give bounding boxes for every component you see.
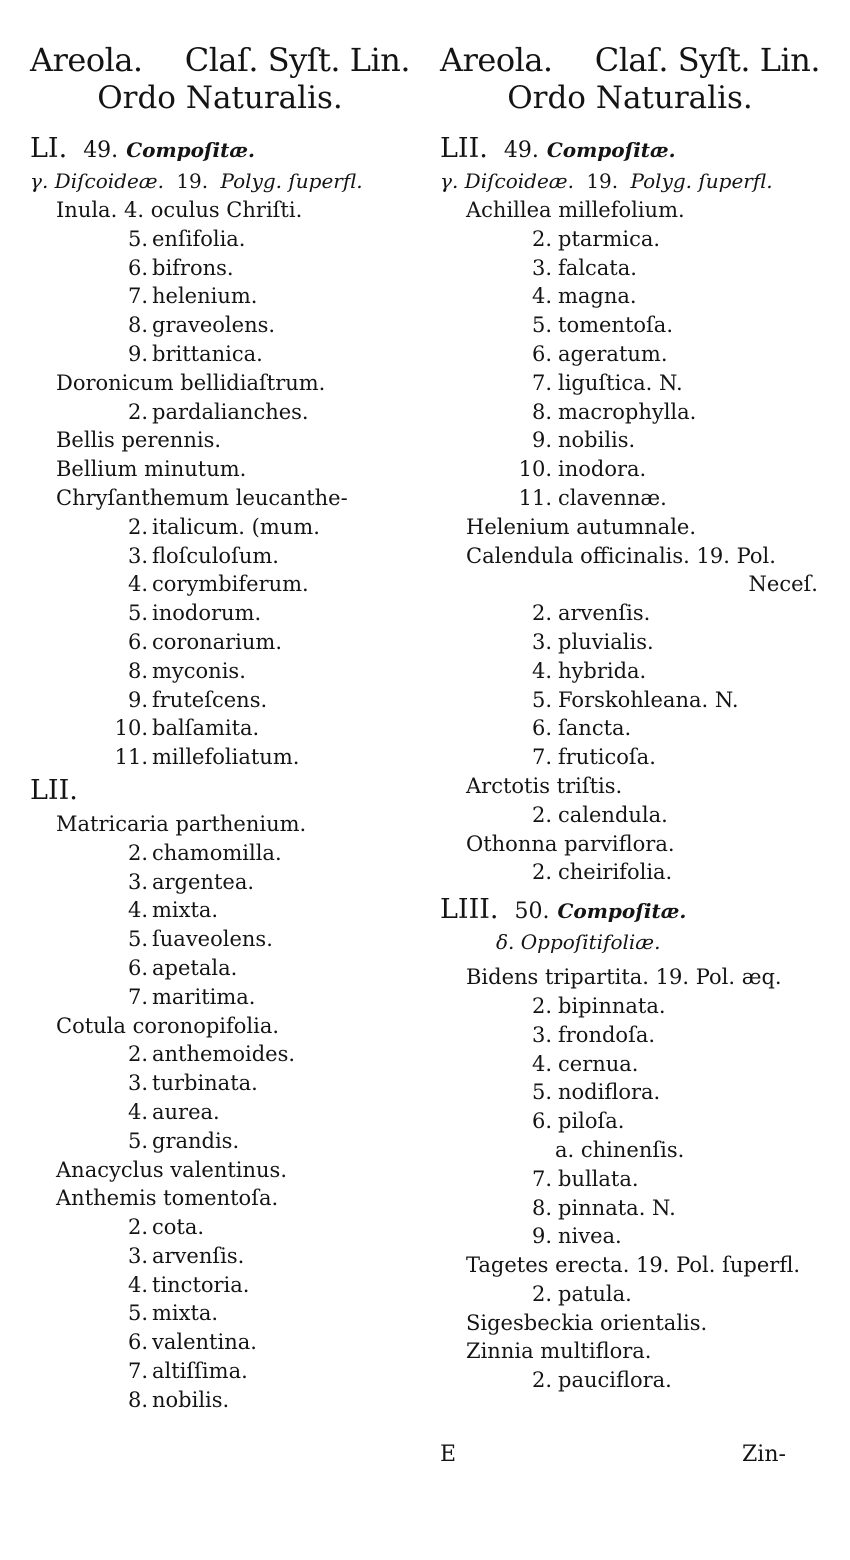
species-entry bbox=[440, 801, 840, 830]
species-entry bbox=[440, 254, 840, 283]
species-entry bbox=[440, 599, 840, 628]
subsection-name: Diſcoideæ. bbox=[464, 169, 574, 193]
species-name: cota. bbox=[152, 1215, 205, 1240]
species-entry bbox=[440, 398, 840, 427]
species-number: 3. bbox=[127, 1243, 148, 1268]
genus-entry: Sigesbeckia orientalis. bbox=[466, 1310, 708, 1335]
variety-entry bbox=[440, 1136, 840, 1165]
left-column bbox=[30, 40, 430, 1415]
species-number: 6. bbox=[127, 629, 148, 654]
species-number: 2. bbox=[531, 993, 552, 1018]
species-number: 5. bbox=[531, 1080, 552, 1105]
species-entry bbox=[440, 1222, 840, 1251]
species-entry bbox=[440, 426, 840, 455]
species-number: 4. bbox=[123, 198, 144, 222]
species-name: bipinnata. bbox=[558, 993, 666, 1018]
species-name: nobilis. bbox=[152, 1387, 230, 1412]
subsection-heading bbox=[440, 927, 840, 957]
header-areola: Areola. bbox=[440, 41, 553, 79]
species-number: 2. bbox=[531, 802, 552, 827]
species-number: 6. bbox=[531, 341, 552, 366]
species-number: 2. bbox=[531, 1368, 552, 1393]
species-number: 5. bbox=[127, 927, 148, 952]
species-number: 2. bbox=[127, 514, 148, 539]
species-name: maritima. bbox=[152, 984, 256, 1009]
species-number: 7. bbox=[531, 745, 552, 770]
species-name: bullata. bbox=[558, 1166, 639, 1191]
species-entry bbox=[30, 657, 430, 686]
species-name: millefoliatum. bbox=[152, 745, 300, 770]
species-entry bbox=[440, 657, 840, 686]
species-number: 4. bbox=[127, 1099, 148, 1124]
right-column bbox=[440, 40, 840, 1395]
species-entry bbox=[440, 743, 840, 772]
species-name: valentina. bbox=[152, 1330, 257, 1355]
species-number: 7. bbox=[127, 284, 148, 309]
subsection-letter: γ. bbox=[440, 169, 459, 193]
species-number: 7. bbox=[531, 1166, 552, 1191]
species-number: 4. bbox=[531, 284, 552, 309]
section-heading: LII. bbox=[30, 774, 78, 806]
species-number: 8. bbox=[127, 313, 148, 338]
species-entry bbox=[440, 1050, 840, 1079]
species-entry bbox=[440, 455, 840, 484]
species-name: aurea. bbox=[152, 1099, 220, 1124]
species-name: coronarium. bbox=[152, 629, 282, 654]
genus-entry: Anacyclus valentinus. bbox=[56, 1157, 287, 1182]
species-name: ſancta. bbox=[558, 716, 632, 741]
species-name: hybrida. bbox=[558, 658, 647, 683]
species-entry bbox=[440, 1078, 840, 1107]
genus-entry: Chryſanthemum leucanthe- bbox=[56, 485, 348, 510]
species-number: 6. bbox=[127, 955, 148, 980]
subsection-heading bbox=[440, 166, 840, 196]
species-name: myconis. bbox=[152, 658, 246, 683]
species-list bbox=[440, 1366, 840, 1395]
species-number: 10. bbox=[114, 716, 148, 741]
species-list bbox=[30, 1040, 430, 1155]
species-number: 8. bbox=[531, 399, 552, 424]
species-name: mixta. bbox=[152, 898, 219, 923]
species-name: altiſſima. bbox=[152, 1359, 248, 1384]
species-entry bbox=[30, 983, 430, 1012]
species-number: 9. bbox=[127, 687, 148, 712]
genus-entry: Tagetes erecta. 19. Pol. ſuperfl. bbox=[466, 1253, 801, 1278]
species-name: cernua. bbox=[558, 1051, 639, 1076]
species-entry bbox=[30, 1040, 430, 1069]
species-name: inodorum. bbox=[152, 601, 262, 626]
species-entry bbox=[440, 484, 840, 513]
class-number: 19. bbox=[586, 169, 619, 193]
genus-entry: Bidens tripartita. 19. Pol. æq. bbox=[466, 965, 782, 990]
species-number: 3. bbox=[531, 255, 552, 280]
species-list bbox=[440, 801, 840, 830]
species-name: falcata. bbox=[558, 255, 637, 280]
species-number: 2. bbox=[531, 860, 552, 885]
species-number: 5. bbox=[127, 1301, 148, 1326]
class-name: Polyg. ſuperfl. bbox=[220, 169, 363, 193]
species-number: 3. bbox=[127, 869, 148, 894]
species-number: 10. bbox=[518, 457, 552, 482]
section-heading bbox=[440, 130, 840, 170]
species-number: 3. bbox=[531, 1022, 552, 1047]
species-number: 2. bbox=[531, 226, 552, 251]
species-name: liguſtica. N. bbox=[558, 370, 683, 395]
species-name: nobilis. bbox=[558, 428, 636, 453]
subsection-name: Diſcoideæ. bbox=[54, 169, 164, 193]
species-name: patula. bbox=[558, 1281, 632, 1306]
species-entry bbox=[30, 1299, 430, 1328]
genus-entry: Anthemis tomentoſa. bbox=[56, 1186, 279, 1211]
class-number: 19. bbox=[176, 169, 209, 193]
species-entry bbox=[30, 513, 430, 542]
species-number: 11. bbox=[114, 745, 148, 770]
species-name: pardalianches. bbox=[152, 399, 309, 424]
species-entry bbox=[30, 896, 430, 925]
species-number: 5. bbox=[127, 601, 148, 626]
genus-entry: Bellium minutum. bbox=[56, 457, 247, 482]
order-number: 49. bbox=[83, 138, 119, 163]
species-entry bbox=[30, 340, 430, 369]
genus-entry: Achillea millefolium. bbox=[466, 198, 685, 222]
species-name: helenium. bbox=[152, 284, 258, 309]
species-entry bbox=[30, 599, 430, 628]
species-entry bbox=[30, 570, 430, 599]
species-entry bbox=[30, 925, 430, 954]
species-entry bbox=[30, 628, 430, 657]
species-number: 8. bbox=[531, 1195, 552, 1220]
species-list bbox=[440, 599, 840, 772]
continuation-text: Neceſ. bbox=[748, 572, 818, 597]
genus-entry: Cotula coronopifolia. bbox=[56, 1013, 280, 1038]
header-line bbox=[440, 40, 820, 80]
genus-name: Inula. bbox=[56, 198, 118, 222]
species-entry bbox=[440, 1280, 840, 1309]
order-name: Compoſitæ. bbox=[126, 138, 255, 162]
species-number: 9. bbox=[127, 341, 148, 366]
species-name: ptarmica. bbox=[558, 226, 661, 251]
species-name: tomentoſa. bbox=[558, 313, 673, 338]
species-number: 7. bbox=[127, 984, 148, 1009]
species-number: 5. bbox=[127, 226, 148, 251]
species-number: 5. bbox=[127, 1128, 148, 1153]
subsection-heading bbox=[30, 166, 430, 196]
species-entry bbox=[30, 686, 430, 715]
header-ordo: Ordo Naturalis. bbox=[507, 80, 753, 116]
species-entry bbox=[440, 992, 840, 1021]
species-number: 9. bbox=[531, 1224, 552, 1249]
class-name: Polyg. ſuperfl. bbox=[630, 169, 773, 193]
species-entry bbox=[440, 1021, 840, 1050]
species-entry bbox=[440, 311, 840, 340]
subsection-letter: γ. bbox=[30, 169, 49, 193]
species-list bbox=[440, 225, 840, 513]
species-name: cheirifolia. bbox=[558, 860, 673, 885]
species-number: 7. bbox=[127, 1359, 148, 1384]
species-number: 6. bbox=[127, 255, 148, 280]
species-number: 6. bbox=[531, 716, 552, 741]
species-number: 5. bbox=[531, 687, 552, 712]
species-entry bbox=[30, 1069, 430, 1098]
species-name: argentea. bbox=[152, 869, 255, 894]
section-number: LII. bbox=[440, 133, 488, 164]
species-list bbox=[440, 992, 840, 1136]
species-entry bbox=[30, 1386, 430, 1415]
species-list bbox=[30, 1213, 430, 1415]
species-entry bbox=[440, 340, 840, 369]
species-name: graveolens. bbox=[152, 313, 276, 338]
species-number: 3. bbox=[531, 629, 552, 654]
species-entry bbox=[440, 282, 840, 311]
species-entry bbox=[30, 954, 430, 983]
species-entry bbox=[30, 1357, 430, 1386]
species-name: inodora. bbox=[558, 457, 647, 482]
species-name: magna. bbox=[558, 284, 637, 309]
species-list bbox=[30, 839, 430, 1012]
species-number: 2. bbox=[531, 601, 552, 626]
species-entry bbox=[30, 743, 430, 772]
species-name: ageratum. bbox=[558, 341, 668, 366]
species-number: 3. bbox=[127, 1071, 148, 1096]
species-name: tinctoria. bbox=[152, 1272, 250, 1297]
catchword: Zin- bbox=[742, 1442, 786, 1467]
species-number: 2. bbox=[127, 840, 148, 865]
genus-entry: Arctotis triſtis. bbox=[466, 773, 623, 798]
order-number: 50. bbox=[514, 899, 550, 925]
species-number: 2. bbox=[127, 1215, 148, 1240]
species-name: fruteſcens. bbox=[152, 687, 268, 712]
species-name: Forskohleana. N. bbox=[558, 687, 739, 712]
species-name: mixta. bbox=[152, 1301, 219, 1326]
header-clas: Claſ. Syſt. Lin. bbox=[184, 41, 410, 79]
species-number: 9. bbox=[531, 428, 552, 453]
species-name: apetala. bbox=[152, 955, 238, 980]
species-number: 7. bbox=[531, 370, 552, 395]
species-name: bifrons. bbox=[152, 255, 234, 280]
section-number: LI. bbox=[30, 133, 68, 164]
genus-entry: Bellis perennis. bbox=[56, 428, 222, 453]
species-list bbox=[440, 1165, 840, 1251]
species-entry bbox=[440, 1165, 840, 1194]
species-entry bbox=[30, 311, 430, 340]
species-number: 2. bbox=[531, 1281, 552, 1306]
species-number: 4. bbox=[127, 1272, 148, 1297]
species-entry bbox=[30, 225, 430, 254]
species-name: brittanica. bbox=[152, 341, 263, 366]
species-list bbox=[440, 1280, 840, 1309]
species-entry bbox=[30, 839, 430, 868]
species-entry bbox=[440, 714, 840, 743]
species-name: italicum. (mum. bbox=[152, 514, 320, 539]
section-heading bbox=[30, 130, 430, 170]
order-name: Compoſitæ. bbox=[546, 138, 676, 162]
species-name: calendula. bbox=[558, 802, 668, 827]
genus-entry: Calendula officinalis. 19. Pol. bbox=[466, 543, 776, 568]
species-name: nivea. bbox=[558, 1224, 622, 1249]
species-entry bbox=[440, 628, 840, 657]
species-entry bbox=[440, 858, 840, 887]
signature-mark: E bbox=[440, 1442, 457, 1467]
section-number: LIII. bbox=[440, 894, 499, 926]
section-heading bbox=[440, 891, 840, 931]
genus-entry: Zinnia multiflora. bbox=[466, 1339, 652, 1364]
species-entry bbox=[30, 1242, 430, 1271]
variety-name: a. chinenſis. bbox=[555, 1137, 685, 1162]
species-entry bbox=[30, 542, 430, 571]
order-name: Compoſitæ. bbox=[557, 899, 687, 924]
genus-entry: Matricaria parthenium. bbox=[56, 811, 307, 836]
header-line bbox=[30, 40, 410, 80]
genus-entry bbox=[30, 196, 430, 225]
species-name: arvenſis. bbox=[152, 1243, 245, 1268]
species-number: 4. bbox=[127, 898, 148, 923]
species-entry bbox=[440, 1194, 840, 1223]
header-ordo: Ordo Naturalis. bbox=[97, 80, 343, 116]
genus-entry: Helenium autumnale. bbox=[466, 514, 697, 539]
species-number: 5. bbox=[531, 313, 552, 338]
species-number: 2. bbox=[127, 399, 148, 424]
species-entry bbox=[440, 1107, 840, 1136]
species-list bbox=[30, 513, 430, 772]
species-number: 2. bbox=[127, 1042, 148, 1067]
species-name: corymbiferum. bbox=[152, 572, 309, 597]
species-name: enſifolia. bbox=[152, 226, 246, 251]
species-entry bbox=[30, 282, 430, 311]
species-name: macrophylla. bbox=[558, 399, 697, 424]
genus-entry: Doronicum bellidiaſtrum. bbox=[56, 370, 326, 395]
species-name: pluvialis. bbox=[558, 629, 654, 654]
species-list bbox=[30, 398, 430, 427]
subsection-letter: δ. bbox=[496, 930, 515, 955]
species-number: 6. bbox=[127, 1330, 148, 1355]
species-entry bbox=[30, 1213, 430, 1242]
species-entry bbox=[30, 1271, 430, 1300]
species-entry bbox=[30, 714, 430, 743]
species-name: balſamita. bbox=[152, 716, 260, 741]
species-number: 8. bbox=[127, 1387, 148, 1412]
species-name: chamomilla. bbox=[152, 840, 282, 865]
species-name: turbinata. bbox=[152, 1071, 258, 1096]
species-number: 4. bbox=[531, 658, 552, 683]
order-number: 49. bbox=[503, 138, 539, 163]
species-entry bbox=[440, 225, 840, 254]
species-list bbox=[440, 858, 840, 887]
species-name: clavennæ. bbox=[558, 485, 667, 510]
species-name: oculus Chriſti. bbox=[150, 198, 303, 222]
species-name: pauciflora. bbox=[558, 1368, 672, 1393]
species-entry bbox=[440, 369, 840, 398]
species-name: pinnata. N. bbox=[558, 1195, 676, 1220]
header-areola: Areola. bbox=[30, 41, 143, 79]
species-entry bbox=[30, 868, 430, 897]
species-name: ſuaveolens. bbox=[152, 927, 273, 952]
species-name: grandis. bbox=[152, 1128, 240, 1153]
species-list bbox=[30, 225, 430, 369]
species-entry bbox=[440, 686, 840, 715]
species-name: frondoſa. bbox=[558, 1022, 656, 1047]
species-name: fruticoſa. bbox=[558, 745, 656, 770]
species-entry bbox=[30, 1098, 430, 1127]
species-entry bbox=[440, 1366, 840, 1395]
species-entry bbox=[30, 1328, 430, 1357]
species-name: piloſa. bbox=[558, 1109, 625, 1134]
header-clas: Claſ. Syſt. Lin. bbox=[594, 41, 820, 79]
subsection-name: Oppoſitifoliæ. bbox=[520, 930, 661, 955]
species-number: 4. bbox=[531, 1051, 552, 1076]
species-name: nodiflora. bbox=[558, 1080, 661, 1105]
genus-entry: Othonna parviflora. bbox=[466, 831, 675, 856]
species-number: 8. bbox=[127, 658, 148, 683]
species-number: 11. bbox=[518, 485, 552, 510]
species-name: floſculoſum. bbox=[152, 543, 279, 568]
species-entry bbox=[30, 398, 430, 427]
species-number: 4. bbox=[127, 572, 148, 597]
species-name: anthemoides. bbox=[152, 1042, 296, 1067]
species-name: arvenſis. bbox=[558, 601, 651, 626]
species-entry bbox=[30, 254, 430, 283]
species-number: 3. bbox=[127, 543, 148, 568]
species-number: 6. bbox=[531, 1109, 552, 1134]
species-entry bbox=[30, 1127, 430, 1156]
